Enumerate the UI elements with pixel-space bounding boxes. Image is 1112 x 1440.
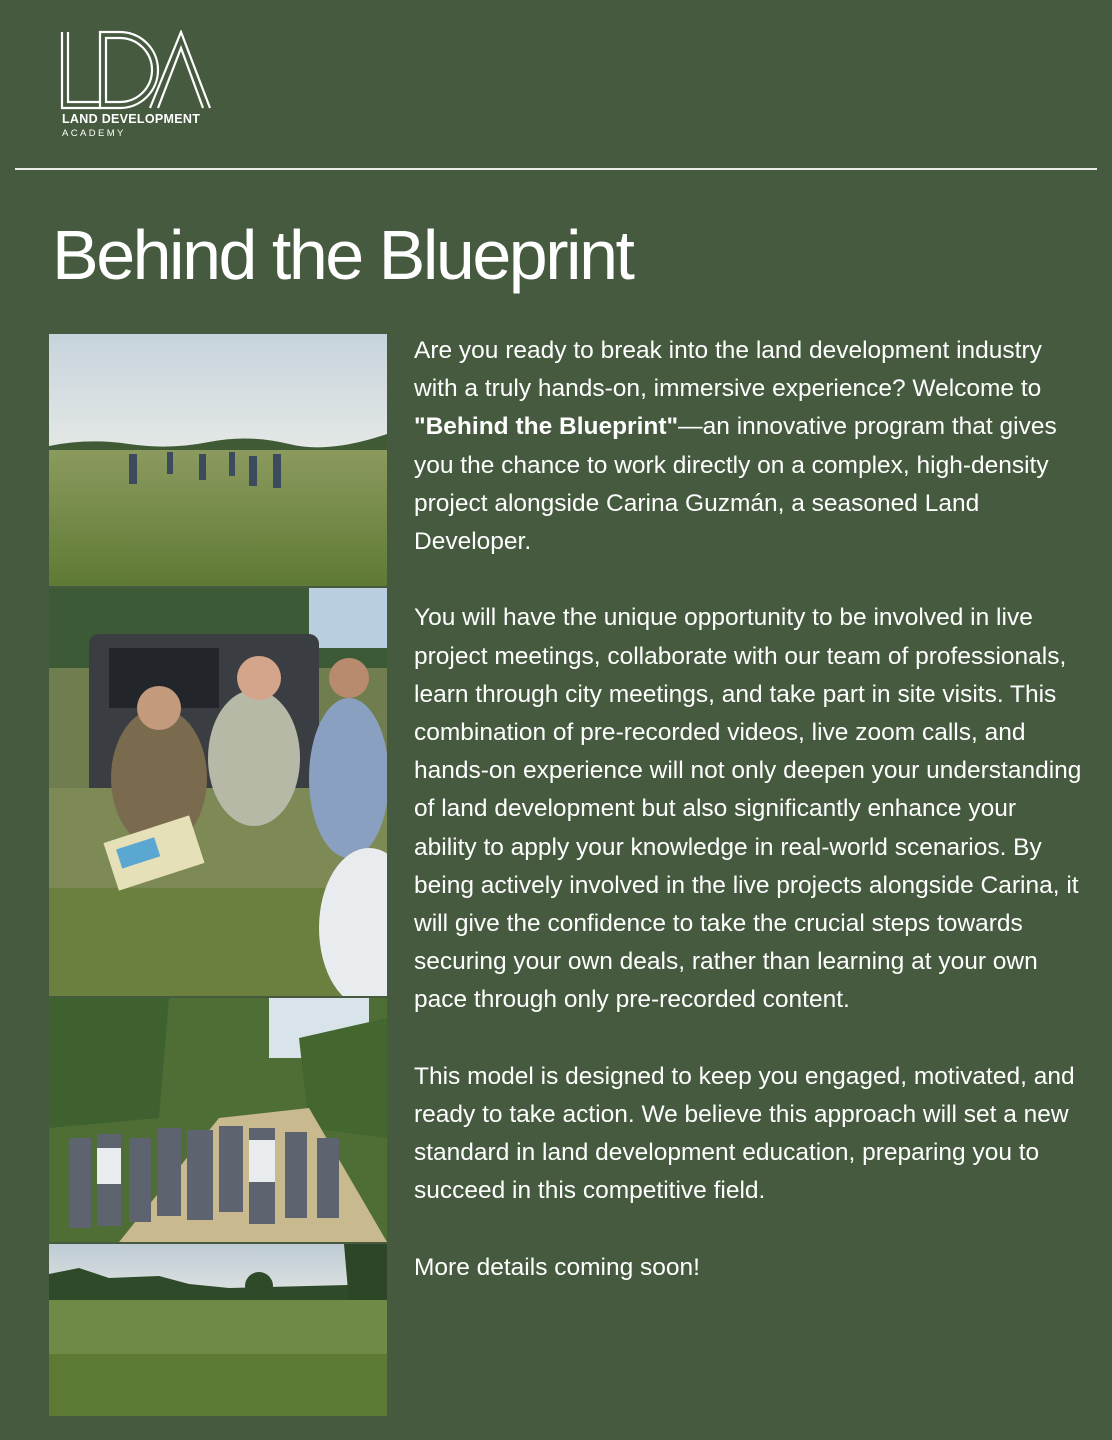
brand-subtitle: ACADEMY	[62, 128, 126, 139]
closing-note: More details coming soon!	[414, 1253, 700, 1281]
lda-monogram-icon	[60, 30, 212, 110]
intro-text-end: —an innovative program that gives you the chance to work directly on a complex, high-density project alongside Carina Guzmán, a seasoned Land Developer.	[414, 413, 1057, 556]
photo-group-on-wooded-trail	[49, 998, 387, 1242]
photo-group-reviewing-site-plan	[49, 588, 387, 996]
model-paragraph: This model is designed to keep you engaged, motivated, and ready to take action. We believe this approach will set a new standard in land development education, preparing you to succeed in this competitive field.	[414, 1062, 1075, 1205]
intro-paragraph	[414, 332, 1082, 561]
brand-name: LAND DEVELOPMENT	[62, 112, 201, 126]
intro-text-start: Are you ready to break into the land development industry with a truly hands-on, immersive experience? Welcome to	[414, 337, 1042, 403]
opportunity-paragraph: You will have the unique opportunity to be involved in live project meetings, collaborate with our team of professionals, learn through city meetings, and take part in site visits. This combination of pre-recorded videos, live zoom calls, and hands-on experience will not only deepen your understanding of land development but also significantly enhance your ability to apply your knowledge in real-world scenarios. By being actively involved in the live projects alongside Carina, it will give the confidence to take the crucial steps towards securing your own deals, rather than learning at your own pace through only pre-recorded content.	[414, 604, 1082, 1014]
lda-logo	[60, 30, 220, 142]
program-name: "Behind the Blueprint"	[414, 413, 679, 441]
page-title: Behind the Blueprint	[52, 216, 633, 294]
header-divider	[15, 168, 1097, 170]
body-copy	[414, 332, 1082, 1287]
photo-open-grass-field	[49, 1244, 387, 1416]
photo-group-walking-in-field	[49, 334, 387, 586]
